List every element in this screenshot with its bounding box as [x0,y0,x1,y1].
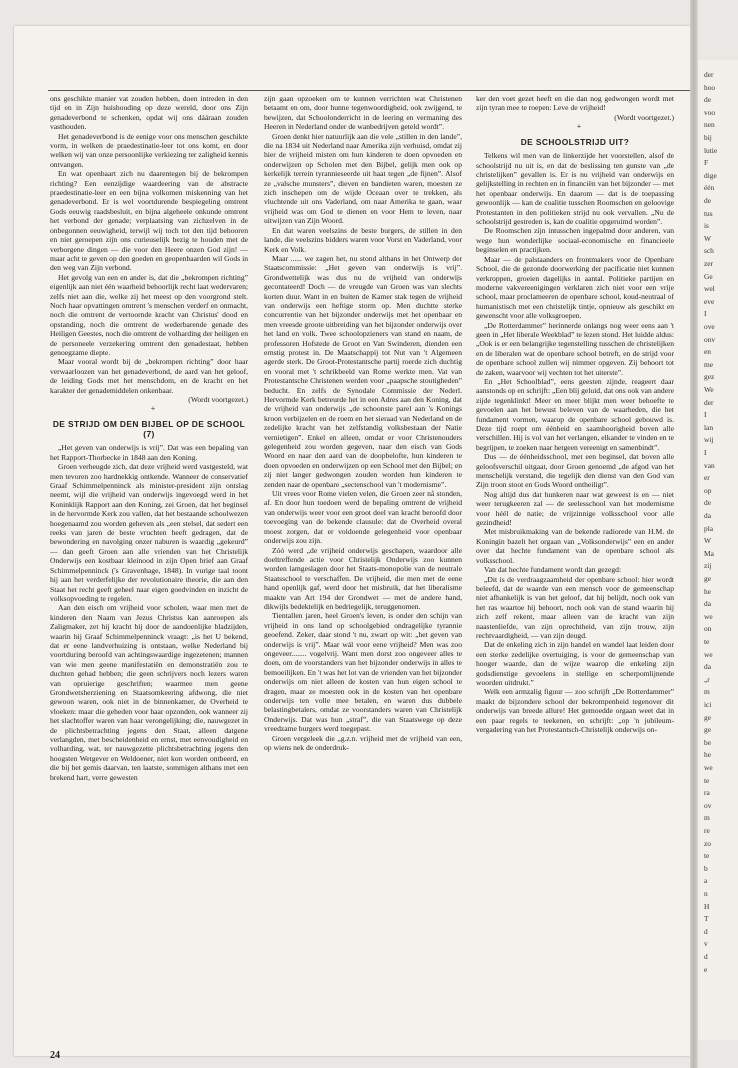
next-page-fragment: ove [704,322,715,331]
next-page-fragment: n [704,889,708,898]
paragraph: Dat de enkeling zich in zijn handel en wandel laat leiden door een sterke zedelijke overtuiging, is voor de gemeenschap van hooger waarde, dan de wijze waarop die enkeling zijn godsdienstige gevoelens in stellige en scherpomlijnende woorden uitdrukt.” [476,640,674,687]
paragraph: Telkens wil men van de linkerzijde het voorstellen, alsof de schoolstrijd nu uit is, en dat de beslissing ten gunste van „de christelijken” gevallen is. Er is nu vrijheid van onderwijs en gelijkstelling in rechten en in financiën van het bijzonder — met het openbaar onderwijs. En daarom — dat is de toepassing gewoonlijk — kan de coalitie tusschen Roomschen en geloovige Protestanten in den politieken strijd nu ook vervallen. „Nu de schoolstrijd gestreden is, kan de coalitie opgeruimd worden”. [476,151,674,227]
paragraph: Van dat hechte fundament wordt dan gezegd: [484,565,622,575]
paragraph: Dus — de éénheidsschool, met een beginsel, dat boven alle geloofsverschil uitgaat, door Groen genoemd „de afgod van het menschelijk verstand, die tegelijk den dienst van den God van Zijn troon stoot en Gods Woord ontheiligt”. [476,452,674,490]
next-page-fragment: zer [704,259,714,268]
newspaper-page [14,26,690,1061]
paragraph: ons geschikte manier vat zouden hebben, doen intreden in den tijd en in Zijn huishouding op deze wereld, door ons Zijn genadeverbond te schenken, opdat wij ons dááraan zouden vasthouden. [50,94,248,132]
next-page-fragment: W [704,233,711,243]
next-page-fragment: we [704,649,713,659]
next-page-fragment: m [704,687,710,697]
paragraph: Groen vergeleek die „g.z.n. vrijheid met de vrijheid van een, op wiens nek de onderdruk- [264,733,462,753]
next-page-fragment: d [704,926,708,936]
paragraph: Welk een armzalig figuur — zoo schrijft „De Rotterdammer” maakt de bijzondere school der bekrompenheid tegenover dit onderwijs van breede allure! Het gemoedde orgaan weet dat in een paar regels te teekenen, en schrijft: „op 'n jubileum-vergadering van het Protestantsch-Christelijk onderwijs on- [476,687,674,734]
next-page-fragment: ov [704,800,712,810]
section-divider-cross: + [150,404,156,414]
paragraph: Aan den eisch om vrijheid voor scholen, waar men met de kinderen den Naam van Jezus Christus kan aanroepen als Zaligmaker, zet hij kracht bij door de aandoenlijke bladzijden, waarin hij Graaf Schimmelpenninck vraagt: „is het U bekend, dat er eene landverhuizing is ontstaan, welke Nederland bij voortduring beroofd van achtingswaardige ingezetenen; mannen van wie men geene manifestatiën en demonstratiën zou te duchten gehad hebben; die geen schrijvers noch lezers waren van opruierige geschriften; waarmee men geene Grondwetsherziening en Staatsomkeering afdwong, die niet gewoon waren, ook niet in de binnenkamer, de Overheid te vloeken: maar die geheden voor haar opzonden, ook wanneer zij het slachtoffer waren van haar verongelijking; die, nauwgezet in de plichtsbetrachting jegens den Staat, alleen datgene verlangden, met bescheidenheid en ernst, met eenvoudigheid en volharding, wat, ter nauwgezette plichtsbetrachting jegens den hoogsten Wetgever en Weldoener, niet kon worden ontbeerd, en die bij het gemis daarvan, ten laatste, sommigen althans met een brekend hart, verre gewesten [50,603,248,782]
next-page-fragment: sch [704,246,714,256]
article-heading: DE SCHOOLSTRIJD UIT? [520,137,630,148]
next-page-fragment: „r [704,674,710,684]
next-page-fragment: voo [704,107,716,117]
next-page-fragment: a [704,876,708,886]
paragraph: „Het geven van onderwijs is vrij”. Dat was een bepaling van het Rapport-Thorbecke in 1848 aan den Koning. [50,443,248,462]
paragraph: Groen denkt hier natuurlijk aan die vele „stillen in den lande”, die na 1834 uit Nederland naar Amerika zijn verhuisd, omdat zij hier de vrijheid misten om hun kinderen te doen opvoeden en onderwijzen op Scholen met den Bijbel, gelijk men ook op kerkelijk terrein tyrannieseerde uit haat tegen „de fijnen”. Alsof ze „valsche munsters”, dieven en bandieten waren, moesten ze zich inschepen om de wijde Oceaan over te trekken, als vluchtende uit ons Vaderland, om naar Amerika te gaan, waar vrijheid was om God te dienen en voor Hem te leven, naar uitwijzen van Zijn Woord. [264,131,462,226]
next-page-fragment: b [704,863,708,873]
next-page-fragment: da [704,511,711,520]
paragraph: Het gevolg van een en ander is, dat die „bekrompen richting” eigenlijk aan niet één waarheid behoorlijk recht laat wedervaren; zelfs niet aan die, welke zij het meest op den voorgrond stelt. Noch haar opvattingen omtrent 's menschen verderf en onmacht, noch die omtrent de vertoornde kracht van Christus' dood en opstanding, noch die omtrent de wederbarende genade des Heiligen Geestes, noch die omtrent de volharding der heiligen en de personeele verzekering omtrent den genadestaat, hebben genoegzame diepte. [50,272,248,357]
next-page-fragment: I [704,309,707,319]
book-gutter [690,0,698,1068]
next-page-fragment: is [704,221,709,231]
next-page-fragment: de [704,196,711,205]
paragraph: Maar ...... we zagen het, nu stond althans in het Ontwerp der Staatscommissie: „Het geven van onderwijs is vrij”. Grondwettelijk was dus nu de vrijheid van onderwijs gecontateerd! Doch — de vreugde van Groen was van slechts korten duur. Want in en buiten de Kamer stak tegen de vrijheid van onderwijs een heftige storm op. Men duchtte sterke concurrentie van het bijzonder onderwijs met het openbaar en men vreesde groote uitbreiding van het bijzonder onderwijs over het land en volk. Twee schoolopzieners van stand en naam, de professoren Hofstede de Groot en Van Swinderen, dienden een ernstig protest in. De Maatschappij tot Nut van 't Algemeen agerde sterk. De Groot-Protestantsche partij roerde zich duchtig en vooral met 't schrikbeeld van Rome werkte men. Vat van Protestantsche Christenen werden voor „paapsche stoutigheden” beducht. En zelfs de Synodale Commissie der Nederl. Hervormde Kerk betreurde het in een Adres aan den Koning, dat de vrijheid van onderwijs „de schoonste parel aan 's Konings kroon verbijzelen en de roem en het sieraad van Nederland en de zedelijke kracht van het zelfstandig volksbestaan der Natie vernietigen”. Enkel en alleen, omdat er voor Christenouders gelegenheid zou worden gegeven, naar den eisch van Gods Woord en naar den aard van de doopbelofte, hun kinderen te doen opvoeden en onderwijzen op een School met den Bijbel; en zij niet langer gedwongen zouden worden hun kinderen te zenden naar de openbare „sectenschool van 't modernisme”. [264,253,462,489]
paragraph: Tientallen jaren, heel Groen's leven, is onder den schijn van vrijheid in ons land op schoolgebied ondragelijke tyrannie geoefend. Zeker, daar stond 't nu, zwart op wit: „het geven van onderwijs is vrij”. Maar wál voor eene vrijheid? Men was zoo ongeveer........ vogelvrij. Want men dorst zoo ongeveer alles te doen, om de voorstanders van het bijzonder onderwijs in alles te bemoeilijken. En 't was het lot van de vrienden van het bijzonder onderwijs om niet alleen de kosten van hun eigen school te dragen, maar ze moesten ook in de kosten van het openbare onderwijs ten volle mee betalen, en waren dus dubbele belastingbetalers, omdat ze voorstanders waren van Christelijk Onderwijs. Dat was hun „straf”, die van Staatswege op deze vreedzame burgers werd toegepast. [264,611,462,734]
next-page-fragment: we [704,763,713,772]
quoted-paragraph: „Dit is de verdraagzaamheid der openbare school: hier wordt beleefd, dat de waarde van een mensch voor de gemeenschap niet afhankelijk is van het geloof, dat hij belijdt, noch ook van het ras waartoe hij behoort, noch ook van de stand waarin hij zich zelf rekent, maar alleen van de kracht van zijn naastenliefde, van zijn oprechtheid, van zijn trouw, zijn rechtvaardigheid, — van zijn deugd. [476,574,674,640]
paragraph: zijn gaan opzoeken om te kunnen verrichten wat Christenen betaamt en om, door hunne tegenwoordigheid, ook zwijgend, te bewijzen, dat Schoolonderricht in de leering en vermaning des Heeren in Nederland onder de wanbedrijven geteld wordt”. [264,94,462,132]
next-page-fragment: ge [704,712,711,722]
next-page-fragment: er [704,473,710,483]
article-heading: DE STRIJD OM DEN BIJBEL OP DE SCHOOL (7) [52,419,246,440]
next-page-fragment: dige [704,170,717,180]
next-page-fragment: der [704,70,714,79]
next-page-fragment: tus [704,208,713,218]
next-page-fragment: ici [704,700,712,709]
next-page-fragment: te [704,851,710,861]
paragraph: Groen verheugde zich, dat deze vrijheid werd vastgesteld, wat men tevoren zoo hardnekkig ontkende. Wanneer de conservatief Graaf Schimmelpenninck als minister-president zijn ontslag neemt, wijl die vrijheid van onderwijs ingevoegd werd in het Koninklijk Rapport aan den Koning, zei Groen, dat het beginsel in de hervormde Kerk zou vallen, dat het bestaande schoolwezen hoegenaamd zou worden geheven als „een stelsel, dat sedert een reeks van jaren de beste vruchten heeft gedragen, dat de bewondering en navolging onzer naburen is waardig „gekeurd” — dan geeft Groen aan alle vrienden van het Christelijk Onderwijs een kostbaar kleinood in zijn Open brief aan Graaf Schimmelpenninck ('s Gravenhage, 1848). In vurige taal toont hij aan het verderfelijke der revolutionaire theorie, die aan den Staat het recht geeft geheel naar eigen goedvinden en inzicht de volksopvoeding te regelen. [50,462,248,603]
next-page-fragment: da [704,599,711,609]
column-3 [476,94,674,1044]
paragraph: En dat waren veelszins de beste burgers, de stillen in den lande, die veelszins bidders waren voor Vorst en Vaderland, voor Kerk en Volk. [264,225,462,254]
next-page-fragment: Ma [704,548,714,558]
paragraph: Met misbruikmaking van de bekende radiorede van H.M. de Koningin bazelt het orgaan van „Volksonderwijs” een en ander over dat hechte fundament van de openbare school als volksschool. [476,527,674,565]
next-page-fragment: pla [704,523,714,533]
next-page-fragment: de [704,498,711,508]
next-page-fragment: hoo [704,82,716,92]
next-page-fragment: op [704,485,712,495]
next-page-fragment: wel [704,284,715,294]
next-page-fragment: me [704,359,714,369]
next-page-fragment: on [704,624,712,634]
next-page-fragment: lutie [704,145,718,155]
next-page-fragment: we [704,611,713,621]
paragraph: ker den voet gezet heeft en die dan nog gedwongen wordt met zijn tyran mee te roepen: Leve de vrijheid! [476,94,674,113]
next-page-fragment: be [704,737,711,747]
next-page-fragment: te [704,775,710,785]
paragraph: Uit vrees voor Rome vielen velen, die Groen zeer nå stonden, af. En door hun toedoen werd de bepaling omtrent de vrijheid van onderwijs weer voor een groot deel van kracht beroofd door toevoeging van de bekende clausule: dat de Overheid overal moest zorgen, dat er voldoende gelegenheid voor openbaar onderwijs zou zijn. [264,489,462,546]
next-page-fragment: eve [704,296,715,306]
next-page-fragment: I [704,448,707,457]
next-page-fragment: zij [704,561,712,571]
next-page-fragment: I [704,410,707,420]
page-number: 24 [50,1050,60,1061]
paragraph: Maar — de palstaanders en frontmakers voor de Openbare School, die de gezonde doorwerking der pacificatie niet kunnen verkroppen, groeien dagelijks in aantal. Politieke partijen en moderne vakvereenigingen verklaren zich niet voor een vrije school, maar proclameeren de openbare school, koud-neutraal of humanistisch met een christelijk tintje, opnieuw als geschikt en gewenscht voor alle volksgroepen. [476,254,674,321]
continuation-note: (Wordt voortgezet.) [614,112,674,122]
paragraph: En wat openbaart zich nu daarentegen bij de bekrompen richting? Een eenzijdige waardeering van de abstracte praedestinatie-leer en een bijna volkomen miskenning van het genadeverbond. Er is wel voortdurende bespiegeling omtrent Gods eeuwig raadsbesluit, en bijna algeheele onkunde omtrent het verbond der genade; verplaatsing van zichzelven in de onbegonnen eeuwigheid, terwijl wij toch tot den tijd behooren en niet geroepen zijn ons curieuselijk bezig te houden met de verborgene dingen — die voor den Heere onzen God zijn! — maar acht te geven op den goeden en geopenbaarden wil Gods in den weg van Zijn verbond. [50,169,248,273]
next-page-fragment: nen [704,120,715,130]
next-page-fragment: Ge [704,271,713,281]
next-page-fragment: e [704,964,708,974]
next-page-fragment: ge [704,725,711,735]
next-page-fragment: he [704,586,711,596]
next-page-fragment: d [704,952,708,961]
next-page-fragment: F [704,158,709,168]
paragraph: En „Het Schoolblad”, eens geesten zijnde, reageert daar aanstonds op en schrijft: „Een blij geluid, dat ons ook van andere zijde tegenklinkt! Meer en meer blijkt men weer behoefte te gevoelen aan het bewust beleven van de waarheden, die het fundament vormen, waarop de openbare school gebouwd is. Deze tijd roept om éénheid en saamhoorigheid boven alle verschillen. Hij is vol van het verlangen, elkander te vinden en te begrijpen, te zoeken naar hetgeen vereenigt en samenbindt”. [476,376,674,452]
next-page-fragment: gez [704,372,715,382]
next-page-fragment: van [704,460,715,470]
paragraph: Zóó werd „de vrijheid onderwijs geschapen, waardoor alle doeltreffende actie voor Christelijk Onderwijs zoo kunnen worden lamgeslagen door het Staats-monopolie van de neutrale Staatsschool te verschaffen. De vrijheid, die men met de eene hand openlijk gaf, werd door het misbruik, dat het liberalisme maakte van Art 194 der Grondwet — met de andere hand, dikwijls bedektelijk en bedriegelijk, teruggenomen. [264,545,462,611]
next-page-fragment: en [704,347,711,357]
paragraph: Maar vooral wordt bij de „bekrompen richting” door haar verwaarloozen van het genadeverbond, de aard van het geloof, de leiding Gods met het menschdom, en de kracht en het karakter der genademiddelen onkenbaar. [50,357,248,395]
next-page-fragment: der [704,397,714,407]
next-page-fragment: lan [704,422,714,432]
next-page-fragment: W [704,536,711,546]
next-page-fragment: wij [704,435,714,445]
next-page-fragment: bij [704,133,712,142]
next-page-fragment: We [704,385,714,394]
next-page-fragment: één [704,183,715,193]
next-page-fragment: te [704,637,710,646]
section-divider-cross: + [576,122,582,132]
column-1 [50,94,248,1044]
header-rule [48,90,698,91]
next-page-fragment: da [704,662,711,672]
next-page-fragment: T [704,914,709,924]
paragraph: Nog altijd dus dat hunkeren naar wat geweest is en — niet weer terugkeeren zal — de seelesschool van het modernisme voor héél de natie; de vrijzinnige volksschool voor alle gezindheid! [476,489,674,528]
next-page-fragment: de [704,95,711,105]
continuation-note: (Wordt voortgezet.) [188,395,248,404]
next-page-fragment: he [704,750,711,760]
next-page-edge [698,60,738,1040]
next-page-fragment: ra [704,788,710,798]
next-page-fragment: re [704,826,710,835]
paragraph: „De Rotterdammer” herinnerde onlangs nog weer eens aan 't geen in „Het liberale Weekblad” te lezen stond. Het luidde aldus: „Ook is er een belangrijke tegenstelling tusschen de christelijken en de liberalen wat de openbare school betreft, en de strijd voor de openbare school zullen wij nimmer opgeven. Zij behoort tot de zaken, waarvoor wij vechten tot het uiterste”. [476,320,674,377]
next-page-fragment: onv [704,334,716,344]
next-page-fragment: m [704,813,710,823]
paragraph: Het genadeverbond is de eenige voor ons menschen geschikte vorm, in welken de praedestinatie-leer tot ons komt, en door welken wij van onze persoonlijke verkiezing ter zaligheid kennis ontvangen. [50,131,248,169]
next-page-fragment: H [704,901,710,911]
next-page-fragment: zo [704,838,711,848]
next-page-fragment: v [704,939,708,949]
column-2 [264,94,462,1044]
paragraph: De Roomschen zijn intusschen ingepalmd door anderen, van wege hun wonderlijke sociaal-economische en financieele beginselen en practijken. [476,226,674,255]
next-page-fragment: ge [704,574,711,583]
